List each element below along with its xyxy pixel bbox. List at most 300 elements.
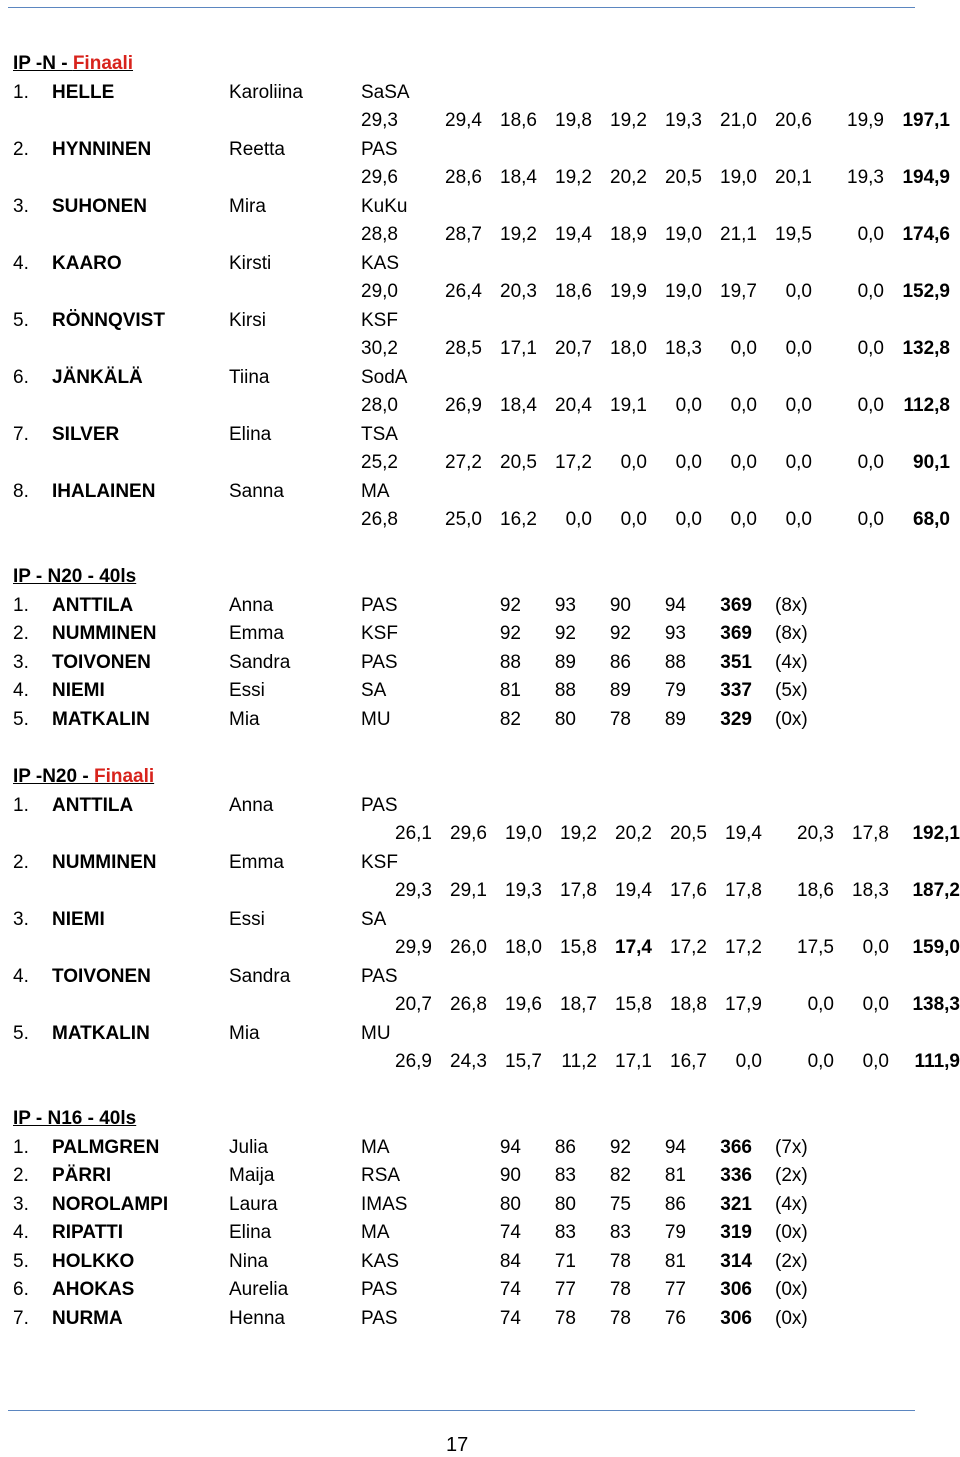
final-shot-score: 15,8: [560, 937, 597, 958]
athlete-last-name: IHALAINEN: [52, 480, 156, 502]
athlete-last-name: HYNNINEN: [52, 138, 152, 160]
final-shot-score: 18,6: [555, 281, 592, 302]
series-score: 86: [554, 1136, 576, 1158]
athlete-last-name: MATKALIN: [52, 708, 150, 730]
final-shot-score: 28,6: [445, 167, 482, 188]
athlete-club: KAS: [361, 1250, 400, 1272]
athlete-rank: 1.: [13, 594, 29, 616]
athlete-rank: 3.: [13, 195, 29, 217]
athlete-last-name: MATKALIN: [52, 1022, 150, 1044]
final-shot-score: 19,7: [720, 281, 757, 302]
final-shot-score: 20,5: [500, 452, 537, 473]
final-shot-score: 29,6: [361, 167, 398, 188]
final-shot-score: 25,0: [445, 509, 482, 530]
final-shot-score: 28,5: [445, 338, 482, 359]
final-shot-score: 0,0: [620, 509, 647, 530]
athlete-first-name: Sanna: [229, 480, 284, 502]
final-shot-score: 17,8: [852, 823, 889, 844]
section-heading: [13, 1108, 136, 1130]
athlete-first-name: Kirsti: [229, 252, 272, 274]
final-total: 138,3: [912, 994, 960, 1015]
athlete-rank: 5.: [13, 1250, 29, 1272]
final-total: 197,1: [902, 110, 950, 131]
final-shot-score: 0,0: [620, 452, 647, 473]
series-score: 81: [664, 1250, 686, 1272]
final-shot-score: 26,1: [395, 823, 432, 844]
athlete-first-name: Sandra: [229, 965, 291, 987]
final-shot-score: 0,0: [807, 1051, 834, 1072]
final-shot-score: 20,2: [610, 167, 647, 188]
final-shot-score: 19,5: [775, 224, 812, 245]
athlete-last-name: ANTTILA: [52, 594, 134, 616]
series-total: 366: [720, 1136, 752, 1158]
final-shot-score: 0,0: [857, 395, 884, 416]
final-shot-score: 0,0: [565, 509, 592, 530]
final-shot-score: 0,0: [730, 338, 757, 359]
final-shot-score: 20,5: [665, 167, 702, 188]
athlete-last-name: HELLE: [52, 81, 115, 103]
series-score: 83: [554, 1222, 576, 1243]
final-shot-score: 0,0: [785, 281, 812, 302]
series-score: 88: [664, 651, 686, 673]
athlete-last-name: NIEMI: [52, 908, 105, 930]
series-score: 77: [664, 1279, 686, 1300]
athlete-rank: 3.: [13, 651, 29, 673]
series-total: 314: [720, 1250, 752, 1272]
inner-tens: (0x): [775, 708, 808, 730]
final-shot-score: 19,8: [555, 110, 592, 131]
athlete-rank: 3.: [13, 1193, 29, 1215]
athlete-last-name: AHOKAS: [52, 1279, 135, 1300]
athlete-first-name: Laura: [229, 1193, 278, 1215]
final-shot-score: 28,0: [361, 395, 398, 416]
athlete-last-name: KAARO: [52, 252, 122, 274]
final-shot-score: 17,2: [725, 937, 762, 958]
athlete-rank: 2.: [13, 1165, 29, 1186]
athlete-first-name: Julia: [229, 1136, 269, 1158]
final-shot-score: 0,0: [785, 338, 812, 359]
athlete-rank: 1.: [13, 81, 29, 103]
series-total: 336: [720, 1165, 752, 1186]
series-score: 79: [664, 1222, 686, 1243]
inner-tens: (8x): [775, 594, 808, 616]
final-shot-score: 19,0: [720, 167, 757, 188]
series-score: 81: [664, 1165, 686, 1186]
series-total: 319: [720, 1222, 752, 1243]
final-shot-score: 18,9: [610, 224, 647, 245]
final-shot-score: 19,4: [555, 224, 592, 245]
final-shot-score: 29,4: [445, 110, 482, 131]
athlete-first-name: Emma: [229, 623, 284, 644]
athlete-club: KuKu: [361, 195, 408, 217]
final-shot-score: 26,9: [395, 1051, 432, 1072]
final-shot-score: 17,1: [500, 338, 537, 359]
final-total: 187,2: [912, 880, 960, 901]
final-shot-score: 29,0: [361, 281, 398, 302]
athlete-rank: 5.: [13, 309, 29, 331]
final-total: 192,1: [912, 823, 960, 844]
series-score: 80: [554, 708, 576, 730]
series-score: 74: [499, 1222, 521, 1243]
athlete-last-name: JÄNKÄLÄ: [52, 366, 143, 388]
athlete-rank: 1.: [13, 1136, 29, 1158]
final-shot-score: 17,8: [725, 880, 762, 901]
section-heading: [13, 566, 136, 588]
series-score: 94: [664, 1136, 686, 1158]
final-shot-score: 18,3: [665, 338, 702, 359]
final-shot-score: 20,7: [395, 994, 432, 1015]
series-score: 92: [609, 623, 631, 644]
inner-tens: (0x): [775, 1307, 808, 1329]
athlete-club: MU: [361, 1022, 391, 1044]
series-score: 89: [609, 680, 631, 701]
final-shot-score: 29,3: [395, 880, 432, 901]
final-shot-score: 19,4: [725, 823, 762, 844]
series-score: 76: [664, 1307, 686, 1329]
final-shot-score: 17,1: [615, 1051, 652, 1072]
athlete-first-name: Reetta: [229, 138, 285, 160]
series-total: 306: [720, 1307, 752, 1329]
final-shot-score: 19,6: [505, 994, 542, 1015]
series-score: 78: [609, 1279, 631, 1300]
final-shot-score: 18,0: [610, 338, 647, 359]
athlete-last-name: ANTTILA: [52, 794, 134, 816]
athlete-club: MA: [361, 1222, 390, 1243]
final-shot-score: 0,0: [857, 281, 884, 302]
final-shot-score: 15,8: [615, 994, 652, 1015]
final-total: 174,6: [902, 224, 950, 245]
section-heading-text: IP - N16 - 40ls: [13, 1108, 137, 1129]
final-total: 159,0: [912, 937, 960, 958]
athlete-club: KSF: [361, 623, 398, 644]
series-total: 321: [720, 1193, 752, 1215]
athlete-club: KAS: [361, 252, 400, 274]
athlete-first-name: Nina: [229, 1250, 269, 1272]
athlete-club: TSA: [361, 423, 398, 445]
athlete-last-name: PÄRRI: [52, 1165, 112, 1186]
series-total: 351: [720, 651, 752, 673]
athlete-club: PAS: [361, 965, 398, 987]
top-rule: [8, 7, 915, 8]
athlete-rank: 2.: [13, 851, 29, 873]
series-score: 89: [664, 708, 686, 730]
final-shot-score: 19,9: [847, 110, 884, 131]
final-shot-score: 28,7: [445, 224, 482, 245]
series-total: 369: [720, 594, 752, 616]
inner-tens: (5x): [775, 680, 808, 701]
athlete-rank: 2.: [13, 138, 29, 160]
series-score: 92: [554, 623, 576, 644]
final-shot-score: 26,9: [445, 395, 482, 416]
athlete-last-name: RÖNNQVIST: [52, 309, 165, 331]
series-score: 77: [554, 1279, 576, 1300]
series-score: 84: [499, 1250, 521, 1272]
series-score: 86: [609, 651, 631, 673]
athlete-club: PAS: [361, 594, 398, 616]
inner-tens: (4x): [775, 1193, 808, 1215]
series-score: 89: [554, 651, 576, 673]
athlete-club: PAS: [361, 794, 398, 816]
inner-tens: (2x): [775, 1165, 808, 1186]
final-shot-score: 18,4: [500, 167, 537, 188]
series-score: 83: [554, 1165, 576, 1186]
final-shot-score: 19,0: [665, 224, 702, 245]
final-shot-score: 17,4: [615, 937, 652, 958]
athlete-first-name: Essi: [229, 908, 265, 930]
athlete-last-name: TOIVONEN: [52, 965, 151, 987]
athlete-last-name: SILVER: [52, 423, 120, 445]
final-shot-score: 17,9: [725, 994, 762, 1015]
athlete-first-name: Anna: [229, 794, 274, 816]
section-heading: [13, 53, 133, 75]
final-shot-score: 26,4: [445, 281, 482, 302]
final-shot-score: 17,2: [555, 452, 592, 473]
athlete-club: MA: [361, 480, 390, 502]
final-shot-score: 0,0: [862, 1051, 889, 1072]
final-shot-score: 21,0: [720, 110, 757, 131]
final-shot-score: 25,2: [361, 452, 398, 473]
final-shot-score: 20,6: [775, 110, 812, 131]
final-shot-score: 20,2: [615, 823, 652, 844]
athlete-rank: 4.: [13, 1222, 29, 1243]
athlete-first-name: Aurelia: [229, 1279, 289, 1300]
final-shot-score: 30,2: [361, 338, 398, 359]
series-score: 93: [554, 594, 576, 616]
final-shot-score: 17,5: [797, 937, 834, 958]
athlete-club: RSA: [361, 1165, 401, 1186]
bottom-rule: [8, 1410, 915, 1411]
final-shot-score: 18,8: [670, 994, 707, 1015]
final-shot-score: 18,7: [560, 994, 597, 1015]
final-shot-score: 18,6: [500, 110, 537, 131]
final-shot-score: 18,3: [852, 880, 889, 901]
series-score: 80: [554, 1193, 576, 1215]
final-shot-score: 0,0: [730, 452, 757, 473]
series-score: 78: [609, 1250, 631, 1272]
final-shot-score: 0,0: [785, 395, 812, 416]
series-score: 78: [554, 1307, 576, 1329]
final-shot-score: 21,1: [720, 224, 757, 245]
athlete-last-name: NUMMINEN: [52, 623, 157, 644]
final-shot-score: 26,0: [450, 937, 487, 958]
final-total: 111,9: [914, 1051, 960, 1072]
athlete-club: PAS: [361, 651, 398, 673]
final-shot-score: 0,0: [675, 395, 702, 416]
athlete-club: MA: [361, 1136, 390, 1158]
final-total: 90,1: [913, 452, 950, 473]
series-score: 93: [664, 623, 686, 644]
final-shot-score: 20,3: [797, 823, 834, 844]
inner-tens: (2x): [775, 1250, 808, 1272]
athlete-rank: 3.: [13, 908, 29, 930]
athlete-last-name: HOLKKO: [52, 1250, 135, 1272]
section-heading-final-label: Finaali: [93, 766, 155, 787]
final-shot-score: 15,7: [505, 1051, 542, 1072]
series-score: 83: [609, 1222, 631, 1243]
series-score: 80: [499, 1193, 521, 1215]
final-total: 132,8: [902, 338, 950, 359]
final-shot-score: 19,4: [615, 880, 652, 901]
final-shot-score: 19,1: [610, 395, 647, 416]
final-shot-score: 20,4: [555, 395, 592, 416]
final-shot-score: 19,2: [610, 110, 647, 131]
inner-tens: (0x): [775, 1279, 808, 1300]
final-shot-score: 0,0: [735, 1051, 762, 1072]
athlete-last-name: TOIVONEN: [52, 651, 151, 673]
athlete-first-name: Essi: [229, 680, 265, 701]
athlete-first-name: Karoliina: [229, 81, 303, 103]
athlete-first-name: Mia: [229, 1022, 260, 1044]
final-shot-score: 0,0: [730, 395, 757, 416]
athlete-first-name: Tiina: [229, 366, 270, 388]
final-shot-score: 19,3: [665, 110, 702, 131]
athlete-club: PAS: [361, 1307, 398, 1329]
final-shot-score: 24,3: [450, 1051, 487, 1072]
series-score: 82: [499, 708, 521, 730]
final-shot-score: 0,0: [857, 509, 884, 530]
series-score: 71: [554, 1250, 576, 1272]
final-shot-score: 0,0: [862, 937, 889, 958]
athlete-first-name: Emma: [229, 851, 284, 873]
athlete-club: PAS: [361, 138, 398, 160]
athlete-rank: 5.: [13, 708, 29, 730]
section-heading-text: IP -N20 -: [13, 766, 94, 787]
series-score: 88: [554, 680, 576, 701]
final-total: 194,9: [902, 167, 950, 188]
final-shot-score: 29,3: [361, 110, 398, 131]
athlete-club: PAS: [361, 1279, 398, 1300]
final-shot-score: 0,0: [857, 224, 884, 245]
series-score: 78: [609, 1307, 631, 1329]
athlete-club: MU: [361, 708, 391, 730]
section-heading-final-label: Finaali: [72, 53, 134, 74]
final-shot-score: 19,0: [665, 281, 702, 302]
final-shot-score: 19,9: [610, 281, 647, 302]
series-score: 75: [609, 1193, 631, 1215]
final-total: 152,9: [902, 281, 950, 302]
athlete-last-name: SUHONEN: [52, 195, 148, 217]
athlete-last-name: NOROLAMPI: [52, 1193, 169, 1215]
final-shot-score: 19,2: [500, 224, 537, 245]
athlete-first-name: Henna: [229, 1307, 285, 1329]
athlete-last-name: NUMMINEN: [52, 851, 157, 873]
athlete-rank: 1.: [13, 794, 29, 816]
final-shot-score: 26,8: [361, 509, 398, 530]
final-shot-score: 0,0: [785, 509, 812, 530]
final-shot-score: 0,0: [675, 509, 702, 530]
final-shot-score: 26,8: [450, 994, 487, 1015]
athlete-club: SodA: [361, 366, 408, 388]
athlete-rank: 4.: [13, 680, 29, 701]
final-shot-score: 0,0: [857, 338, 884, 359]
final-shot-score: 18,4: [500, 395, 537, 416]
athlete-club: SA: [361, 908, 387, 930]
athlete-last-name: PALMGREN: [52, 1136, 160, 1158]
series-score: 90: [609, 594, 631, 616]
athlete-last-name: NIEMI: [52, 680, 105, 701]
series-score: 74: [499, 1307, 521, 1329]
series-score: 94: [499, 1136, 521, 1158]
page-number: 17: [446, 1434, 469, 1456]
series-score: 78: [609, 708, 631, 730]
athlete-first-name: Mia: [229, 708, 260, 730]
inner-tens: (8x): [775, 623, 808, 644]
final-total: 68,0: [913, 509, 950, 530]
final-shot-score: 0,0: [807, 994, 834, 1015]
inner-tens: (4x): [775, 651, 808, 673]
series-score: 81: [499, 680, 521, 701]
final-shot-score: 17,6: [670, 880, 707, 901]
final-shot-score: 17,2: [670, 937, 707, 958]
athlete-club: SA: [361, 680, 387, 701]
final-shot-score: 0,0: [785, 452, 812, 473]
series-score: 86: [664, 1193, 686, 1215]
series-score: 79: [664, 680, 686, 701]
series-score: 92: [499, 594, 521, 616]
series-score: 88: [499, 651, 521, 673]
final-shot-score: 16,2: [500, 509, 537, 530]
final-shot-score: 27,2: [445, 452, 482, 473]
athlete-rank: 5.: [13, 1022, 29, 1044]
final-shot-score: 11,2: [561, 1051, 597, 1072]
series-score: 92: [609, 1136, 631, 1158]
final-shot-score: 17,8: [560, 880, 597, 901]
final-shot-score: 19,3: [505, 880, 542, 901]
athlete-first-name: Elina: [229, 1222, 272, 1243]
final-shot-score: 20,7: [555, 338, 592, 359]
final-shot-score: 29,9: [395, 937, 432, 958]
section-heading-text: IP - N20 - 40ls: [13, 566, 137, 587]
final-total: 112,8: [903, 395, 950, 416]
athlete-first-name: Kirsi: [229, 309, 266, 331]
athlete-first-name: Elina: [229, 423, 272, 445]
athlete-club: IMAS: [361, 1193, 408, 1215]
athlete-rank: 8.: [13, 480, 29, 502]
athlete-first-name: Anna: [229, 594, 274, 616]
final-shot-score: 18,6: [797, 880, 834, 901]
final-shot-score: 19,3: [847, 167, 884, 188]
athlete-first-name: Maija: [229, 1165, 275, 1186]
final-shot-score: 16,7: [670, 1051, 707, 1072]
athlete-first-name: Mira: [229, 195, 266, 217]
athlete-club: KSF: [361, 309, 398, 331]
athlete-first-name: Sandra: [229, 651, 291, 673]
section-heading: [13, 766, 154, 788]
final-shot-score: 29,1: [450, 880, 487, 901]
final-shot-score: 18,0: [505, 937, 542, 958]
series-score: 74: [499, 1279, 521, 1300]
series-score: 94: [664, 594, 686, 616]
final-shot-score: 28,8: [361, 224, 398, 245]
final-shot-score: 19,0: [505, 823, 542, 844]
series-score: 82: [609, 1165, 631, 1186]
final-shot-score: 0,0: [862, 994, 889, 1015]
athlete-rank: 6.: [13, 1279, 29, 1300]
athlete-rank: 2.: [13, 623, 29, 644]
athlete-club: KSF: [361, 851, 398, 873]
series-total: 337: [720, 680, 752, 701]
final-shot-score: 19,2: [560, 823, 597, 844]
final-shot-score: 20,3: [500, 281, 537, 302]
series-score: 92: [499, 623, 521, 644]
athlete-rank: 7.: [13, 423, 29, 445]
final-shot-score: 0,0: [730, 509, 757, 530]
final-shot-score: 20,1: [775, 167, 812, 188]
athlete-rank: 4.: [13, 252, 29, 274]
athlete-rank: 4.: [13, 965, 29, 987]
final-shot-score: 20,5: [670, 823, 707, 844]
final-shot-score: 29,6: [450, 823, 487, 844]
